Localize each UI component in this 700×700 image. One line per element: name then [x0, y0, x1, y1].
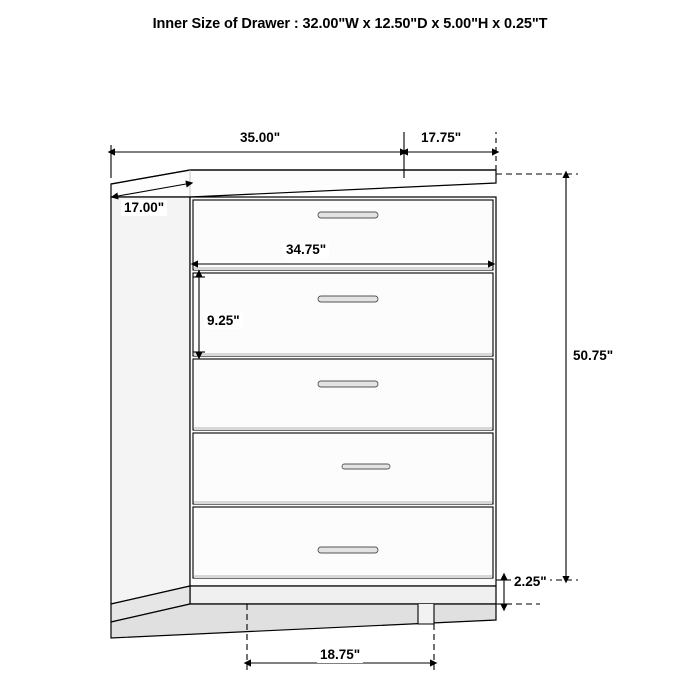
label-top-width: 35.00"	[237, 130, 283, 146]
label-side-depth: 17.00"	[121, 200, 167, 216]
chest-base-shadow	[111, 604, 496, 638]
label-foot-span: 18.75"	[317, 647, 363, 663]
page-title: Inner Size of Drawer : 32.00"W x 12.50"D x 5.00"H x 0.25"T	[152, 16, 548, 32]
drawer-5	[193, 507, 493, 578]
handle-2	[318, 296, 378, 302]
chest-left-side	[111, 197, 190, 604]
label-drawer-width: 34.75"	[283, 242, 329, 258]
handle-1	[318, 212, 378, 218]
chest-plinth-front	[190, 586, 496, 604]
drawer-3	[193, 359, 493, 430]
drawer-1	[193, 200, 493, 270]
chest-body	[111, 170, 496, 638]
handle-5	[318, 547, 378, 553]
handle-3	[318, 381, 378, 387]
label-top-side-depth: 17.75"	[418, 130, 464, 146]
handle-4	[342, 464, 390, 469]
chest-foot	[418, 604, 434, 624]
chest-top-panel	[111, 170, 496, 197]
label-total-height: 50.75"	[570, 348, 616, 364]
drawer-fronts	[193, 200, 493, 578]
label-drawer-height: 9.25"	[204, 313, 243, 329]
label-leg-height: 2.25"	[511, 574, 550, 590]
